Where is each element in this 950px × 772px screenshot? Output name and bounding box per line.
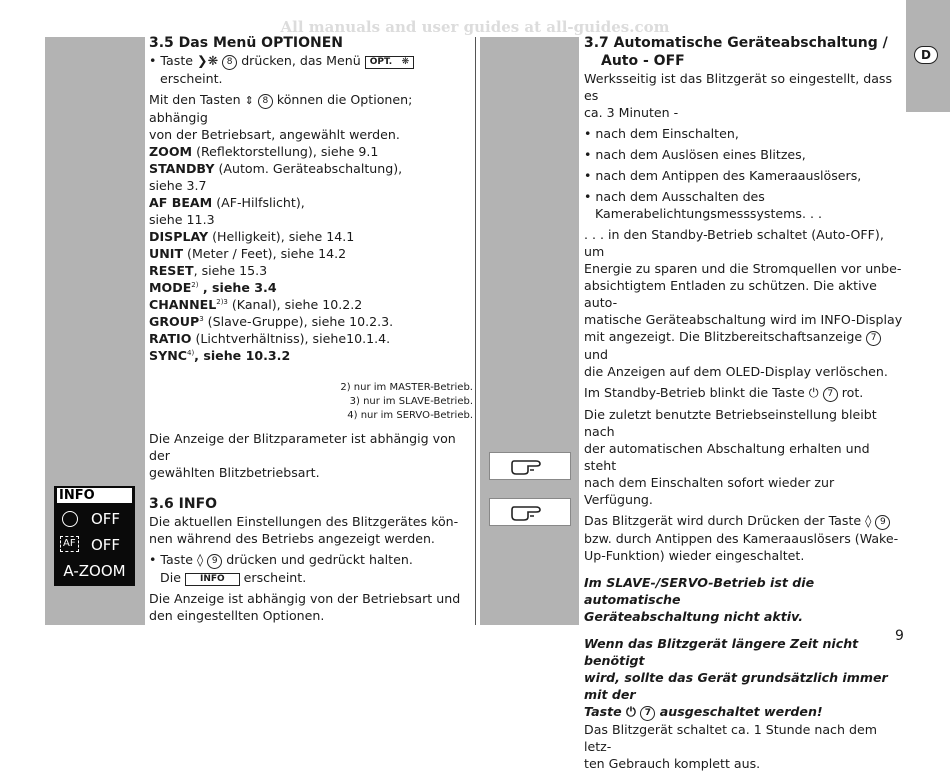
- option-key: GROUP: [149, 314, 200, 329]
- s36-intro: nen während des Betriebs angezeigt werden.: [149, 531, 435, 546]
- middle-margin-bar: [480, 37, 579, 625]
- footnote: 4) nur im SERVO-Betrieb.: [347, 410, 473, 421]
- s37-intro: Werksseitig ist das Blitzgerät so eingestellt, dass es: [584, 71, 893, 103]
- s35-bullet: [149, 52, 473, 70]
- diamond-key-icon: ◊: [197, 552, 204, 567]
- para-standby-text: mit angezeigt. Die Blitzbereitschaftsanzeige: [584, 329, 863, 344]
- para-standby-end: und: [584, 347, 608, 362]
- option-text: , siehe 3.4: [198, 280, 277, 295]
- key-number: 9: [207, 554, 222, 569]
- para-wake: bzw. durch Antippen des Kameraauslösers (Wake-: [584, 531, 899, 546]
- note-switchoff: Wenn das Blitzgerät längere Zeit nicht benötigt: [584, 636, 859, 668]
- option-item: [149, 194, 473, 211]
- pointing-hand-icon: [489, 498, 571, 526]
- section-3-5-title: 3.5 Das Menü OPTIONEN: [149, 35, 344, 51]
- opt-lcd-label: OPT.: [369, 57, 393, 67]
- s36-intro: Die aktuellen Einstellungen des Blitzgerätes kön-: [149, 514, 459, 529]
- note-slave: Im SLAVE-/SERVO-Betrieb ist die automatische: [584, 575, 815, 607]
- para-full-off: ten Gebrauch komplett aus.: [584, 756, 761, 771]
- note-switchoff-end: ausgeschaltet werden!: [659, 704, 823, 719]
- option-key: CHANNEL: [149, 297, 217, 312]
- key-number: 9: [875, 515, 890, 530]
- option-text: (Kanal), siehe 10.2.2: [227, 297, 363, 312]
- info-lcd-icon: INFO: [185, 573, 240, 586]
- key-number: 7: [866, 331, 881, 346]
- s35-outro: gewählten Blitzbetriebsart.: [149, 465, 320, 480]
- para-blink-text: Im Standby-Betrieb blinkt die Taste: [584, 385, 805, 400]
- s36-bullet: [149, 551, 473, 569]
- key-number: 7: [823, 387, 838, 402]
- para-standby: Energie zu sparen und die Stromquellen vor unbe-: [584, 261, 902, 276]
- s36-bullet-text: • Taste: [149, 552, 194, 567]
- list-item: • nach dem Einschalten,: [584, 126, 739, 141]
- option-text: (Autom. Geräteabschaltung),: [214, 161, 403, 176]
- option-item: [149, 160, 473, 177]
- s36-bullet-line2: [149, 569, 473, 586]
- key-number: 7: [640, 706, 655, 721]
- option-key: UNIT: [149, 246, 184, 261]
- info-row-standby-value: OFF: [91, 510, 121, 528]
- s35-bullet-text: • Taste: [149, 53, 194, 68]
- s36-outro: Die Anzeige ist abhängig von der Betriebsart und: [149, 591, 461, 606]
- column-divider: [475, 37, 476, 625]
- note-switchoff: wird, sollte das Gerät grundsätzlich immer mit der: [584, 670, 888, 702]
- key-number: 8: [222, 55, 237, 70]
- option-text: siehe 11.3: [149, 212, 215, 227]
- list-item: • nach dem Auslösen eines Blitzes,: [584, 147, 806, 162]
- para-retain: Die zuletzt benutzte Betriebseinstellung bleibt nach: [584, 407, 877, 439]
- option-item: [149, 228, 473, 245]
- para-blink: [584, 384, 904, 402]
- section-3-6-title: 3.6 INFO: [149, 496, 218, 512]
- s36-bullet-text2: drücken und gedrückt halten.: [226, 552, 413, 567]
- para-full-off: Das Blitzgerät schaltet ca. 1 Stunde nach dem letz-: [584, 722, 877, 754]
- option-footnote-ref: 3: [199, 314, 204, 323]
- option-text: , siehe 10.3.2: [194, 348, 291, 363]
- arrow-right-icon: ❯: [197, 53, 208, 68]
- option-item: [149, 313, 473, 330]
- option-text: siehe 3.7: [149, 178, 207, 193]
- info-panel-title: INFO: [57, 488, 132, 503]
- power-icon: ⏻: [808, 385, 819, 400]
- para-standby: . . . in den Standby-Betrieb schaltet (Auto-OFF), um: [584, 227, 884, 259]
- s36-bullet-text3: Die: [160, 570, 181, 585]
- diamond-key-icon: ◊: [865, 513, 872, 528]
- section-3-7-title: 3.7 Automatische Geräteabschaltung /: [584, 35, 888, 51]
- option-key: DISPLAY: [149, 229, 209, 244]
- para-standby: absichtigtem Entladen zu schützen. Die aktive auto-: [584, 278, 877, 310]
- option-item: [149, 296, 473, 313]
- s35-intro-text: Mit den Tasten: [149, 92, 241, 107]
- s35-bullet-text2: drücken, das Menü: [241, 53, 361, 68]
- list-item: • nach dem Antippen des Kameraauslösers,: [584, 168, 862, 183]
- footnotes: [149, 381, 473, 423]
- af-beam-icon: AF: [60, 536, 79, 552]
- para-blink-end: rot.: [841, 385, 864, 400]
- clock-icon: [62, 511, 78, 527]
- key-number: 8: [258, 94, 273, 109]
- option-key: RESET: [149, 263, 194, 278]
- option-text: , siehe 15.3: [193, 263, 268, 278]
- para-retain: der automatischen Abschaltung erhalten und steht: [584, 441, 870, 473]
- page-number: 9: [895, 628, 904, 644]
- option-item: [149, 347, 473, 364]
- s35-bullet-end: erscheint.: [160, 71, 223, 86]
- power-icon: ⏻: [626, 704, 637, 719]
- option-key: ZOOM: [149, 144, 193, 159]
- updown-arrow-icon: ⇕: [244, 94, 254, 107]
- s36-outro: den eingestellten Optionen.: [149, 608, 325, 623]
- para-wake-text: Das Blitzgerät wird durch Drücken der Taste: [584, 513, 862, 528]
- option-key: AF BEAM: [149, 195, 213, 210]
- footnote: 2) nur im MASTER-Betrieb.: [340, 382, 473, 393]
- pointing-hand-icon: [489, 452, 571, 480]
- para-retain: nach dem Einschalten sofort wieder zur Verfügung.: [584, 475, 835, 507]
- option-item: [149, 177, 473, 194]
- opt-menu-icon: OPT. ❋: [365, 56, 414, 69]
- note-switchoff-line3: [584, 703, 904, 721]
- info-display-panel: [54, 486, 135, 586]
- s37-intro: ca. 3 Minuten -: [584, 105, 679, 120]
- para-standby: matische Geräteabschaltung wird im INFO-Display: [584, 312, 903, 327]
- s36-bullet-text4: erscheint.: [243, 570, 307, 585]
- option-text: (Lichtverhältniss), siehe10.1.4.: [191, 331, 391, 346]
- footnote: 3) nur im SLAVE-Betrieb.: [349, 396, 473, 407]
- option-text: (Slave-Gruppe), siehe 10.2.3.: [203, 314, 394, 329]
- note-switchoff-text: Taste: [584, 704, 622, 719]
- option-footnote-ref: 2): [191, 280, 199, 289]
- option-text: (AF-Hilfslicht),: [212, 195, 305, 210]
- option-item: [149, 262, 473, 279]
- s35-intro: [149, 91, 473, 126]
- para-standby: die Anzeigen auf dem OLED-Display verlöschen.: [584, 364, 888, 379]
- option-key: SYNC: [149, 348, 187, 363]
- option-text: (Reflektorstellung), siehe 9.1: [192, 144, 379, 159]
- option-footnote-ref: 2)3: [216, 297, 228, 306]
- para-wake: [584, 512, 904, 530]
- info-row-afbeam-value: OFF: [91, 536, 121, 554]
- option-text: (Helligkeit), siehe 14.1: [208, 229, 355, 244]
- para-standby: [584, 328, 904, 363]
- option-item: [149, 143, 473, 160]
- section-3-7-title-line2: Auto - OFF: [601, 53, 685, 69]
- option-key: STANDBY: [149, 161, 215, 176]
- option-key: MODE: [149, 280, 192, 295]
- right-column: [584, 34, 904, 772]
- watermark: All manuals and user guides at all-guides.com: [280, 18, 670, 36]
- option-text: (Meter / Feet), siehe 14.2: [183, 246, 347, 261]
- option-key: RATIO: [149, 331, 192, 346]
- option-item: [149, 330, 473, 347]
- gear-icon: ❋: [207, 53, 219, 68]
- s35-intro-text2: können die Optionen; abhängig: [149, 92, 413, 125]
- list-item-cont: Kamerabelichtungsmesssystems. . .: [595, 206, 823, 221]
- option-item: [149, 245, 473, 262]
- s35-intro-line: von der Betriebsart, angewählt werden.: [149, 127, 400, 142]
- note-slave: Geräteabschaltung nicht aktiv.: [584, 609, 804, 624]
- left-column: [149, 34, 473, 624]
- option-footnote-ref: 4): [186, 348, 195, 357]
- options-list: [149, 143, 473, 364]
- info-row-zoom: A-ZOOM: [63, 562, 126, 580]
- s35-outro: Die Anzeige der Blitzparameter ist abhängig von der: [149, 431, 456, 463]
- para-wake: Up-Funktion) wieder eingeschaltet.: [584, 548, 805, 563]
- list-item: • nach dem Ausschalten des: [584, 189, 765, 204]
- language-tab[interactable]: D: [914, 46, 938, 64]
- option-item: [149, 279, 473, 296]
- option-item: [149, 211, 473, 228]
